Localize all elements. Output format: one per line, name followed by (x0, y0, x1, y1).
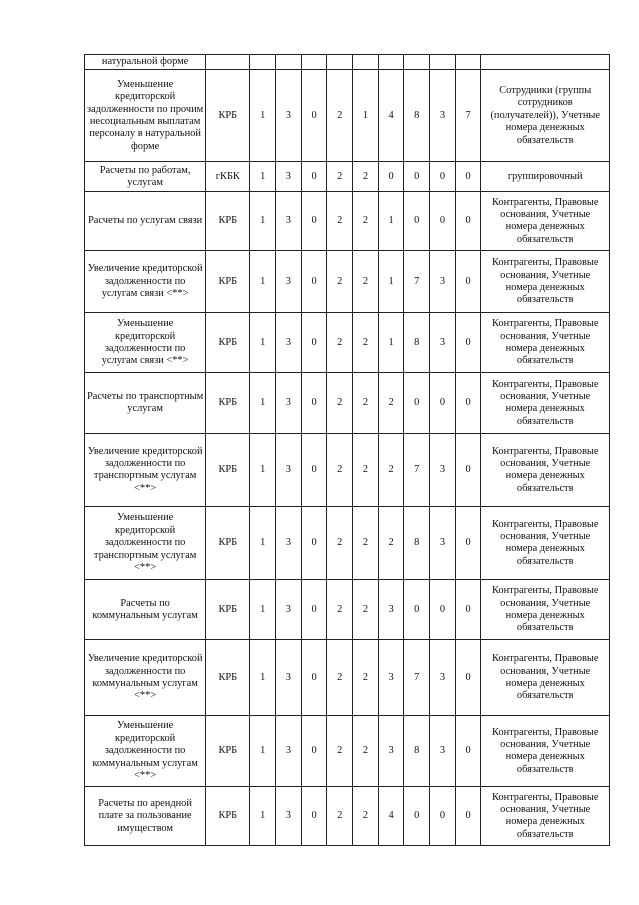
account-name-cell: Уменьшение кредиторской задолженности по транспортным услугам <**> (85, 507, 206, 580)
code-digit-cell: 0 (301, 640, 327, 716)
code-digit-cell: 0 (301, 787, 327, 846)
analytics-cell: Контрагенты, Правовые основания, Учетные номера денежных обязательств (481, 580, 610, 640)
account-type-cell: КРБ (206, 580, 250, 640)
code-digit-cell: 0 (404, 373, 430, 434)
table-row (85, 313, 610, 373)
account-type-cell: гКБК (206, 162, 250, 192)
code-digit-cell (327, 55, 353, 70)
code-digit-cell: 3 (276, 507, 302, 580)
code-digit-cell: 2 (327, 434, 353, 507)
code-digit-cell: 3 (276, 434, 302, 507)
code-digit-cell: 2 (327, 251, 353, 313)
accounts-table (84, 54, 610, 846)
code-digit-cell: 2 (353, 192, 379, 251)
account-type-cell: КРБ (206, 192, 250, 251)
account-name-cell: Расчеты по транспортным услугам (85, 373, 206, 434)
code-digit-cell: 2 (353, 787, 379, 846)
code-digit-cell: 1 (378, 251, 404, 313)
code-digit-cell: 2 (327, 507, 353, 580)
code-digit-cell: 3 (276, 192, 302, 251)
code-digit-cell: 8 (404, 716, 430, 787)
analytics-cell (481, 55, 610, 70)
code-digit-cell: 0 (301, 313, 327, 373)
table-row (85, 580, 610, 640)
code-digit-cell: 0 (430, 580, 456, 640)
code-digit-cell: 3 (430, 434, 456, 507)
code-digit-cell: 3 (276, 640, 302, 716)
code-digit-cell: 3 (276, 313, 302, 373)
code-digit-cell: 3 (276, 787, 302, 846)
code-digit-cell: 0 (301, 162, 327, 192)
code-digit-cell: 0 (455, 507, 481, 580)
account-name-cell: Увеличение кредиторской задолженности по услугам связи <**> (85, 251, 206, 313)
account-type-cell: КРБ (206, 373, 250, 434)
code-digit-cell (301, 55, 327, 70)
code-digit-cell: 2 (353, 580, 379, 640)
table-row (85, 373, 610, 434)
code-digit-cell: 0 (301, 373, 327, 434)
code-digit-cell: 0 (404, 787, 430, 846)
table-row (85, 192, 610, 251)
code-digit-cell: 2 (378, 373, 404, 434)
code-digit-cell: 1 (250, 192, 276, 251)
analytics-cell: Сотрудники (группы сотрудников (получателей)), Учетные номера денежных обязательств (481, 70, 610, 162)
account-name-cell: Расчеты по коммунальным услугам (85, 580, 206, 640)
code-digit-cell: 2 (353, 507, 379, 580)
analytics-cell: Контрагенты, Правовые основания, Учетные номера денежных обязательств (481, 192, 610, 251)
code-digit-cell: 3 (276, 251, 302, 313)
code-digit-cell: 0 (455, 373, 481, 434)
code-digit-cell: 8 (404, 313, 430, 373)
account-type-cell: КРБ (206, 787, 250, 846)
code-digit-cell: 0 (301, 192, 327, 251)
code-digit-cell: 8 (404, 507, 430, 580)
code-digit-cell: 4 (378, 787, 404, 846)
analytics-cell: Контрагенты, Правовые основания, Учетные номера денежных обязательств (481, 373, 610, 434)
account-type-cell: КРБ (206, 640, 250, 716)
code-digit-cell: 3 (276, 373, 302, 434)
account-name-cell: Уменьшение кредиторской задолженности по коммунальным услугам <**> (85, 716, 206, 787)
code-digit-cell: 0 (455, 313, 481, 373)
account-type-cell: КРБ (206, 251, 250, 313)
table-row (85, 640, 610, 716)
analytics-cell: Контрагенты, Правовые основания, Учетные номера денежных обязательств (481, 434, 610, 507)
code-digit-cell: 2 (327, 787, 353, 846)
analytics-cell: Контрагенты, Правовые основания, Учетные номера денежных обязательств (481, 507, 610, 580)
account-name-cell: Увеличение кредиторской задолженности по коммунальным услугам <**> (85, 640, 206, 716)
code-digit-cell: 2 (353, 373, 379, 434)
code-digit-cell (455, 55, 481, 70)
account-type-cell (206, 55, 250, 70)
code-digit-cell: 0 (301, 716, 327, 787)
code-digit-cell: 2 (353, 251, 379, 313)
code-digit-cell: 1 (250, 507, 276, 580)
code-digit-cell: 1 (378, 313, 404, 373)
analytics-cell: Контрагенты, Правовые основания, Учетные номера денежных обязательств (481, 716, 610, 787)
code-digit-cell: 2 (353, 640, 379, 716)
code-digit-cell: 0 (455, 251, 481, 313)
code-digit-cell (430, 55, 456, 70)
code-digit-cell: 3 (430, 313, 456, 373)
account-name-cell: Уменьшение кредиторской задолженности по прочим несоциальным выплатам персоналу в натуральной форме (85, 70, 206, 162)
code-digit-cell: 3 (276, 580, 302, 640)
code-digit-cell: 3 (430, 251, 456, 313)
code-digit-cell: 0 (430, 162, 456, 192)
table-row (85, 507, 610, 580)
code-digit-cell: 3 (430, 507, 456, 580)
code-digit-cell: 2 (353, 716, 379, 787)
code-digit-cell: 2 (327, 716, 353, 787)
analytics-cell: Контрагенты, Правовые основания, Учетные номера денежных обязательств (481, 313, 610, 373)
code-digit-cell: 0 (404, 192, 430, 251)
code-digit-cell: 1 (250, 251, 276, 313)
code-digit-cell: 3 (378, 716, 404, 787)
code-digit-cell: 2 (378, 434, 404, 507)
code-digit-cell (276, 55, 302, 70)
table-row (85, 70, 610, 162)
account-name-cell: Увеличение кредиторской задолженности по транспортным услугам <**> (85, 434, 206, 507)
code-digit-cell: 1 (353, 70, 379, 162)
code-digit-cell: 2 (327, 192, 353, 251)
table-row (85, 787, 610, 846)
code-digit-cell: 0 (455, 580, 481, 640)
code-digit-cell: 1 (250, 313, 276, 373)
analytics-cell: Контрагенты, Правовые основания, Учетные номера денежных обязательств (481, 251, 610, 313)
account-name-cell: Уменьшение кредиторской задолженности по услугам связи <**> (85, 313, 206, 373)
code-digit-cell: 1 (250, 373, 276, 434)
code-digit-cell: 0 (301, 70, 327, 162)
accounts-table-body (85, 55, 610, 846)
account-type-cell: КРБ (206, 313, 250, 373)
code-digit-cell: 1 (250, 70, 276, 162)
code-digit-cell: 0 (378, 162, 404, 192)
table-row (85, 716, 610, 787)
code-digit-cell (378, 55, 404, 70)
code-digit-cell (404, 55, 430, 70)
table-row (85, 251, 610, 313)
code-digit-cell: 3 (276, 716, 302, 787)
analytics-cell: Контрагенты, Правовые основания, Учетные номера денежных обязательств (481, 787, 610, 846)
code-digit-cell: 0 (455, 640, 481, 716)
code-digit-cell: 3 (430, 70, 456, 162)
account-type-cell: КРБ (206, 507, 250, 580)
analytics-cell: группировочный (481, 162, 610, 192)
code-digit-cell: 0 (455, 716, 481, 787)
code-digit-cell: 0 (430, 787, 456, 846)
code-digit-cell: 7 (404, 640, 430, 716)
code-digit-cell: 0 (301, 507, 327, 580)
code-digit-cell: 8 (404, 70, 430, 162)
account-name-cell: Расчеты по работам, услугам (85, 162, 206, 192)
code-digit-cell: 7 (455, 70, 481, 162)
code-digit-cell: 1 (250, 580, 276, 640)
code-digit-cell: 0 (455, 787, 481, 846)
code-digit-cell: 0 (430, 192, 456, 251)
code-digit-cell: 0 (455, 162, 481, 192)
code-digit-cell: 3 (276, 162, 302, 192)
account-name-cell: натуральной форме (85, 55, 206, 70)
code-digit-cell: 2 (353, 434, 379, 507)
code-digit-cell: 2 (327, 640, 353, 716)
code-digit-cell: 2 (327, 70, 353, 162)
code-digit-cell: 1 (250, 434, 276, 507)
table-row (85, 162, 610, 192)
code-digit-cell: 4 (378, 70, 404, 162)
code-digit-cell: 2 (378, 507, 404, 580)
code-digit-cell: 2 (327, 162, 353, 192)
code-digit-cell: 1 (250, 640, 276, 716)
code-digit-cell: 1 (250, 787, 276, 846)
code-digit-cell: 3 (276, 70, 302, 162)
account-type-cell: КРБ (206, 70, 250, 162)
code-digit-cell: 3 (430, 640, 456, 716)
code-digit-cell: 2 (353, 162, 379, 192)
table-row (85, 55, 610, 70)
code-digit-cell: 0 (430, 373, 456, 434)
code-digit-cell: 7 (404, 251, 430, 313)
code-digit-cell: 0 (455, 434, 481, 507)
code-digit-cell: 0 (301, 434, 327, 507)
account-type-cell: КРБ (206, 434, 250, 507)
code-digit-cell: 2 (353, 313, 379, 373)
code-digit-cell: 1 (250, 716, 276, 787)
code-digit-cell: 3 (378, 640, 404, 716)
code-digit-cell: 0 (404, 580, 430, 640)
code-digit-cell: 0 (301, 580, 327, 640)
code-digit-cell: 3 (378, 580, 404, 640)
code-digit-cell: 3 (430, 716, 456, 787)
account-name-cell: Расчеты по услугам связи (85, 192, 206, 251)
code-digit-cell (250, 55, 276, 70)
code-digit-cell: 1 (378, 192, 404, 251)
code-digit-cell: 7 (404, 434, 430, 507)
analytics-cell: Контрагенты, Правовые основания, Учетные номера денежных обязательств (481, 640, 610, 716)
account-type-cell: КРБ (206, 716, 250, 787)
code-digit-cell: 0 (301, 251, 327, 313)
code-digit-cell: 0 (404, 162, 430, 192)
table-row (85, 434, 610, 507)
code-digit-cell: 2 (327, 313, 353, 373)
code-digit-cell: 2 (327, 373, 353, 434)
code-digit-cell: 2 (327, 580, 353, 640)
code-digit-cell (353, 55, 379, 70)
code-digit-cell: 1 (250, 162, 276, 192)
code-digit-cell: 0 (455, 192, 481, 251)
account-name-cell: Расчеты по арендной плате за пользование имуществом (85, 787, 206, 846)
